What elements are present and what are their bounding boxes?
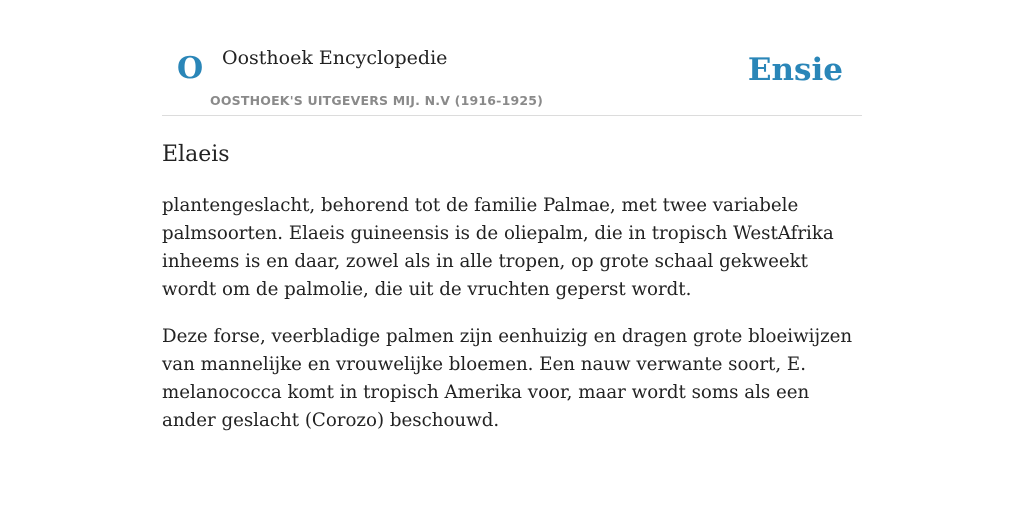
- source-title[interactable]: Oosthoek Encyclopedie: [222, 47, 448, 69]
- brand-logo[interactable]: Ensie: [747, 52, 843, 88]
- entry-paragraph: plantengeslacht, behorend tot de familie Palmae, met twee variabele palmsoorten. Elaeis guineensis is de oliepalm, die in tropisch WestAfrika inheems is en daar, zowel als in alle tropen, op grote schaal gekweekt wordt om de palmolie, die uit de vruchten geperst wordt.: [162, 195, 834, 300]
- source-logo[interactable]: O: [177, 51, 204, 86]
- entry-title: Elaeis: [162, 142, 230, 167]
- entry-body: [162, 192, 864, 454]
- source-header: [162, 0, 862, 116]
- entry-paragraph: Deze forse, veerbladige palmen zijn eenhuizig en dragen grote bloeiwijzen van mannelijke en vrouwelijke bloemen. Een nauw verwante soort, E. melanococca komt in tropisch Amerika voor, maar wordt soms als een ander geslacht (Corozo) beschouwd.: [162, 326, 853, 431]
- source-publisher: OOSTHOEK'S UITGEVERS MIJ. N.V (1916-1925): [210, 93, 544, 108]
- page-container: [162, 0, 862, 431]
